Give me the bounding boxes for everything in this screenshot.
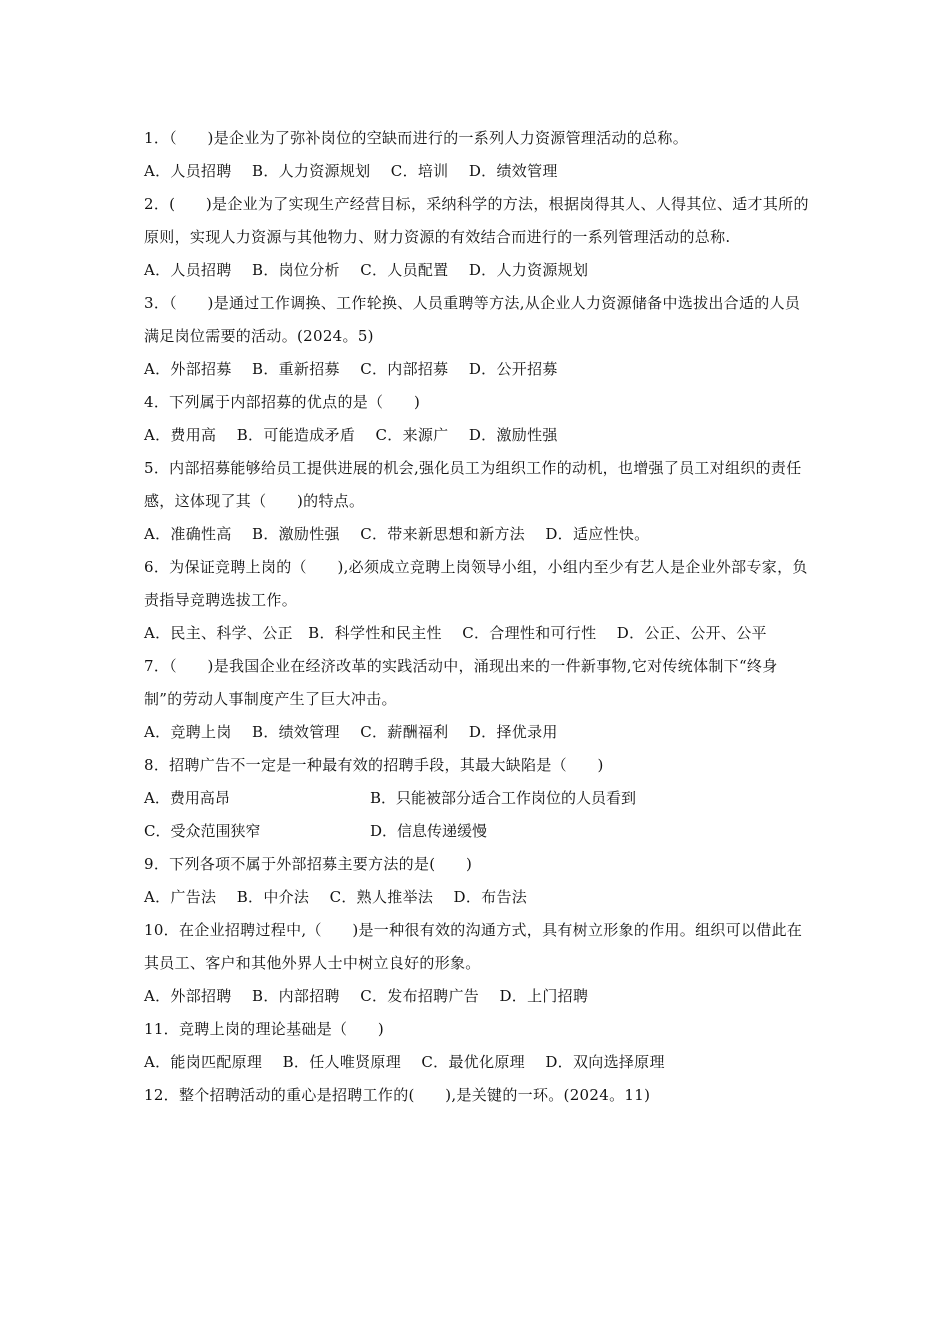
question-6 (144, 551, 809, 650)
question-3 (144, 287, 809, 386)
question-2 (144, 188, 809, 287)
question-stem: 7．（ )是我国企业在经济改革的实践活动中，涌现出来的一件新事物,它对传统体制下“终身制”的劳动人事制度产生了巨大冲击。 (144, 657, 778, 708)
question-stem: 6．为保证竞聘上岗的（ ),必须成立竞聘上岗领导小组，小组内至少有艺人是企业外部专家，负责指导竞聘选拔工作。 (144, 558, 808, 609)
question-options: A．民主、科学、公正 B．科学性和民主性 C．合理性和可行性 D．公正、公开、公平 (144, 624, 767, 642)
question-11 (144, 1013, 809, 1079)
question-options: A．准确性高 B．激励性强 C．带来新思想和新方法 D．适应性快。 (144, 525, 650, 543)
question-stem: 5．内部招募能够给员工提供进展的机会,强化员工为组织工作的动机，也增强了员工对组织的责任感，这体现了其（ )的特点。 (144, 459, 802, 510)
option-d: D．信息传递缓慢 (370, 822, 488, 840)
question-options-row (144, 782, 809, 815)
question-stem: 3．（ )是通过工作调换、工作轮换、人员重聘等方法,从企业人力资源储备中选拔出合适的人员满足岗位需要的活动。(2024。5) (144, 294, 801, 345)
question-options: A．外部招募 B．重新招募 C．内部招募 D．公开招募 (144, 360, 558, 378)
question-5 (144, 452, 809, 551)
question-stem: 10．在企业招聘过程中,（ )是一种很有效的沟通方式，具有树立形象的作用。组织可以借此在其员工、客户和其他外界人士中树立良好的形象。 (144, 921, 803, 972)
question-options: A．人员招聘 B．人力资源规划 C．培训 D．绩效管理 (144, 162, 558, 180)
question-options: A．人员招聘 B．岗位分析 C．人员配置 D．人力资源规划 (144, 261, 589, 279)
option-b: B．只能被部分适合工作岗位的人员看到 (370, 789, 637, 807)
question-options: A．竞聘上岗 B．绩效管理 C．薪酬福利 D．择优录用 (144, 723, 558, 741)
question-4 (144, 386, 809, 452)
question-9 (144, 848, 809, 914)
question-options: A．广告法 B．中介法 C．熟人推举法 D．布告法 (144, 888, 528, 906)
question-8 (144, 749, 809, 848)
question-stem: 2．( )是企业为了实现生产经营目标，采纳科学的方法，根据岗得其人、人得其位、适才其所的原则，实现人力资源与其他物力、财力资源的有效结合而进行的一系列管理活动的总称. (144, 195, 809, 246)
question-12 (144, 1079, 809, 1112)
question-options: A．费用高 B．可能造成矛盾 C．来源广 D．激励性强 (144, 426, 558, 444)
question-7 (144, 650, 809, 749)
question-stem: 12．整个招聘活动的重心是招聘工作的( ),是关键的一环。(2024。11) (144, 1086, 651, 1104)
question-options: A．能岗匹配原理 B．任人唯贤原理 C．最优化原理 D．双向选择原理 (144, 1053, 665, 1071)
question-1 (144, 122, 809, 188)
question-stem: 8．招聘广告不一定是一种最有效的招聘手段，其最大缺陷是（ ) (144, 756, 604, 774)
question-options: A．外部招聘 B．内部招聘 C．发布招聘广告 D．上门招聘 (144, 987, 589, 1005)
question-10 (144, 914, 809, 1013)
question-stem: 4．下列属于内部招募的优点的是（ ) (144, 393, 421, 411)
question-list (144, 122, 809, 1112)
option-a: A．费用高昂 (144, 789, 230, 807)
question-options-row (144, 815, 809, 848)
question-stem: 11．竞聘上岗的理论基础是（ ) (144, 1020, 385, 1038)
question-stem: 1．（ )是企业为了弥补岗位的空缺而进行的一系列人力资源管理活动的总称。 (144, 129, 688, 147)
question-stem: 9．下列各项不属于外部招募主要方法的是( ) (144, 855, 473, 873)
option-c: C．受众范围狭窄 (144, 822, 261, 840)
